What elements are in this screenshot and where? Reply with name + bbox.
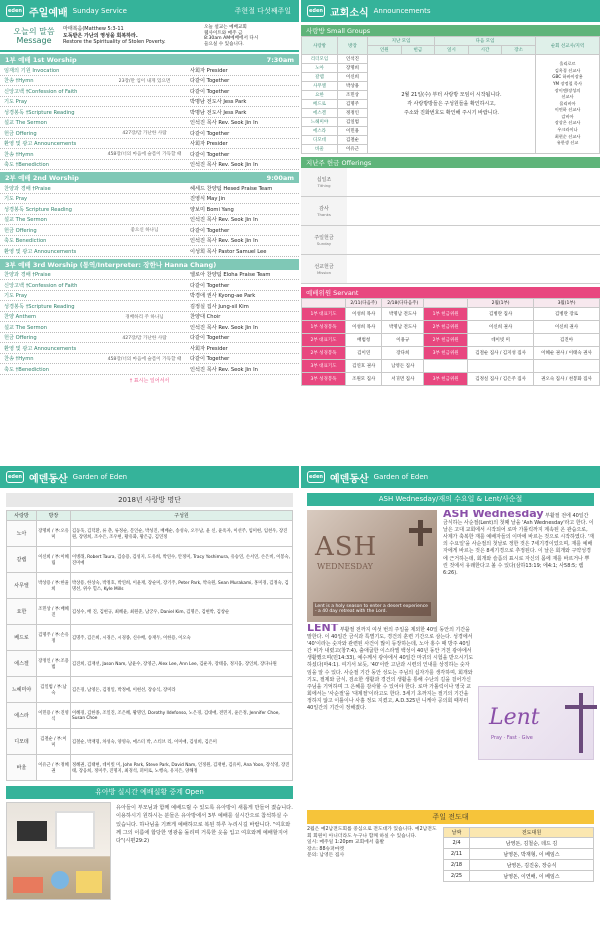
order-right: 인석진 목사 Rev. Seok Jin In <box>190 324 258 331</box>
duty-caption: 주일 전도대 <box>307 810 594 824</box>
roster-row: 느헤미야 김일범 / 부:남 숙 김은경, 남영돈, 김정일, 박정애, 이현선, 장승식, 장미라 <box>7 677 293 703</box>
eden-logo: eden <box>6 5 24 17</box>
duty-bullet: 문의: 남영돈 집사 <box>307 853 345 859</box>
order-right: 진영식 May Jin <box>190 196 226 203</box>
order-right: 다같이 Together <box>190 335 230 342</box>
order-item: 찬송 †Hymn <box>4 151 34 158</box>
offerings-bar: 지난주 헌금 Offerings <box>301 157 600 168</box>
servant-row: 3부 대표기도 김연호 권사 남영돈 집사 <box>302 360 600 373</box>
small-groups-table: 사랑방 방장 지난 모임 다음 모임 순회 선교사/지역 인원 헌금 일시 시간 장소 리더모임 인석진 2월 21일(수) 부터 사랑방 모임이 시작됩니다. 각 사랑방방들은 구성원들을 확인하시고, 주소와 진화번호도 확인해 주시기 바랍니다. 올리로르 김옥경 선교사 GBC 하바이장용 YM 장정철 목사 장이엔/장성의 선교사 몰리비아 이연하 선교사 감비아 장상은 선교사 우크라이나 최현순 선교사 유한생 선교 노아 장명희 갈렙 이신희 사무엘 박상용 요한 조민상 베드로 김명주 에스겔 정정인 느헤미야 김일범 에스라 이민용 디모데 김철순 바울 이유근 <box>301 36 600 154</box>
order-row <box>0 312 299 323</box>
order-right: 인석진 목사 Rev. Seok Jin In <box>190 217 258 224</box>
order-item: 성경봉독 †Scripture Reading <box>4 303 75 310</box>
standing-note: † 표시는 일어서서 <box>129 377 170 384</box>
eden-logo: eden <box>307 5 325 17</box>
servant-row: 1부 성경봉독 이성희 목사 박명남 전도사 2부 헌금위원 이신희 권사 이신희 권사 <box>302 321 600 334</box>
order-item: 찬양 Anthem <box>4 314 37 321</box>
order-row <box>0 97 299 108</box>
eden2-title: 예덴동산 <box>330 473 369 485</box>
order-right: 다같이 Together <box>190 282 230 289</box>
offerings-list <box>301 168 600 284</box>
duty-row: 2/25 남영돈, 이연배, 이 베임스 <box>444 871 594 882</box>
duty-row: 2/11 남영돈, 박재형, 이 베임스 <box>444 849 594 860</box>
order-right: 박명남 전도사 Jess Park <box>190 109 247 116</box>
order-right: 다같이 Together <box>190 78 230 85</box>
group-leader: 인석진 <box>338 55 368 64</box>
order-right: 인석진 목사 Rev. Seok Jin In <box>190 366 258 373</box>
order-item: 헌금 Offering <box>4 335 37 342</box>
roster-table: 사랑방 방장 구성원 노아 장명희 / 부:오유미 김동욱, 김덕환, 류 춘, 류정순, 문인순, 박성진, 배배순, 송성숙, 오두남, 윤 신, 윤옥자, 이선주, 임미현, 임천우, 장진원, 장영희, 조수은, 조우현, 황유화, 황은금, 김연정 갈렙 이신희 / 부:이혜림 이병래, Robert Taura, 김승용, 김성지, 도유희, 박연수, 안정미, Tracy Yoshimura, 유승연, 손서연, 손은비, 이봉숙, 진미예 사무엘 박상용 / 부:한율희 박상용, 한상숙, 박정호, 박연희, 이윤재, 장순미, 장기주, Peter Park, 박숙원, Sean Murakami, 홍미경, 김정숙, 김명선, 위수 힐스, Kyle Mills 요한 조민상 / 부:배혜진 김성수, 배 진, 김현규, 최혜윤, 최원준, 남궁우, Daniel Kim, 김명은, 김현박, 김창순 베드로 김명주 / 부:손유정 김명주, 김은희, 시경은, 시경종, 신수배, 송재두, 이한용, 이오숙 에스겔 장정인 / 부:조용범 김진희, 김재선, Jason Nam, 남윤수, 장영근, Alex Lee, Ann Lee, 김운자, 장태웅, 정지웅, 장인희, 장다나원 느헤미야 김일범 / 부:남 숙 김은경, 남영돈, 김정일, 박정애, 이현선, 장승식, 장미라 에스라 이민용 / 부:진영식 이혜경, 김한종, 조일진, 조은혜, 황명인, Dorothy Ildefonso, 노은경, 김대애, 전민지, 윤은정, Jennifer Choe, Susan Choe 디모데 김철순 / 부:이 미 김철순, 박재형, 차성숙, 양영숙, 애스터 박, 스티브 리, 이미애, 김성희, 김은미 바울 이유근 / 부:정혜권 정혜권, 김태현, 데이빗 미, John Park, Steve Park, David Nam, 인정원, 김재현, 김유미, Ana Yoon, 장석영, 장진태, 장응희, 정미주, 진명지, 최경석, 퍼미로, 노행숙, 유지은, 양해정 <box>6 510 293 781</box>
order-mid: 23장/만 입이 내게 있으면 <box>118 78 171 84</box>
service-subtitle: Sunday Service <box>72 7 127 15</box>
order-right: 다같이 Together <box>190 356 230 363</box>
small-groups-bar: 사랑방 Small Groups <box>301 25 600 36</box>
group-name: 에스라 <box>302 127 338 136</box>
order-right: 이성희 목사 Pastor Samuel Lee <box>190 248 267 255</box>
servant-bar: 예배위원 Servant <box>301 287 600 298</box>
order-row <box>0 246 299 257</box>
service-title: 주일예배 <box>29 7 68 19</box>
roster-row: 요한 조민상 / 부:배혜진 김성수, 배 진, 김현규, 최혜윤, 최원준, 남궁우, Daniel Kim, 김명은, 김현박, 김창순 <box>7 599 293 625</box>
ash-text: ASH Wednesday 부활절 전에 40일간 금식하는 사순절(Lent)의 첫째 날을 'Ash Wednesday'라고 한다. 이 날은 고대 교회에서 시작되어 로마 가톨릭까지 계속된 온 관습으로, 사제가 축복한 재를 예배자들의 이마에 바르는 것으로 시작하였다. '재의 수요일'을 사순절의 첫날로 정한 것은 7세기경이었으며, 재를 예배자에게 바르는 것은 8세기경으로 추정된다. 이 날은 회개와 구약성경에 근거하는데, 회개와 슬픔의 표시로 자신의 몸에 재를 바르거나 뿌린 것에서 유래한다고 볼 수 있다(삼하13:19; 에4:1; 사58:5; 렘6:26). <box>443 510 594 622</box>
video-caption: 유아방 실시간 예배실황 중계 Open <box>6 786 293 799</box>
order-item: 설교 The Sermon <box>4 120 48 127</box>
order-row <box>0 280 299 291</box>
offering-row: 십일조 Tithing <box>301 168 600 197</box>
third-worship-order <box>0 270 299 375</box>
order-right: 다같이 Together <box>190 151 230 158</box>
duty-table: 날짜 전도대원 2/4 남영돈, 김철순, 데드 김 2/11 남영돈, 박재형, 이 베임스 2/18 남영돈, 김진웅, 장승식 2/25 남영돈, 이연배, 이 베임스 <box>443 827 594 882</box>
eden2-header <box>301 466 600 488</box>
announcements-subtitle: Announcements <box>373 7 431 15</box>
group-leader: 장명희 <box>338 64 368 73</box>
order-item: 기도 Pray <box>4 293 28 300</box>
group-leader: 이민용 <box>338 127 368 136</box>
order-item: 헌금 Offering <box>4 227 37 234</box>
servant-row: 2부 대표기도 배범청 이용규 2부 헌금위원 데이빗 미 김진아 <box>302 334 600 347</box>
order-right: 박경애 권사 Kyong-ae Park <box>190 293 256 300</box>
order-right: 김정실 집사 Jung-sil Kim <box>190 303 249 310</box>
announcements-header <box>301 0 600 22</box>
duty-row: 2/4 남영돈, 김철순, 데드 김 <box>444 838 594 849</box>
eden1-subtitle: Garden of Eden <box>72 473 128 481</box>
sunday-service-panel <box>0 0 299 464</box>
order-right: 인석진 목사 Rev. Seok Jin In <box>190 162 258 169</box>
todays-word <box>0 22 299 52</box>
group-leader: 정정인 <box>338 109 368 118</box>
order-item: 설교 The Sermon <box>4 324 48 331</box>
order-item: 신앙고백 †Confession of Faith <box>4 88 78 95</box>
group-leader: 조민상 <box>338 91 368 100</box>
roster-row: 사무엘 박상용 / 부:한율희 박상용, 한상숙, 박정호, 박연희, 이윤재, 장순미, 장기주, Peter Park, 박숙원, Sean Murakami, 홍미경, 김정숙, 김명선, 위수 힐스, Kyle Mills <box>7 573 293 599</box>
group-name: 디모데 <box>302 136 338 145</box>
order-row <box>0 118 299 129</box>
group-leader: 김명주 <box>338 100 368 109</box>
group-leader: 이유근 <box>338 145 368 154</box>
first-worship-bar: 1부 예배 1st Worship 7:30am <box>0 54 299 65</box>
group-name: 갈렙 <box>302 73 338 82</box>
word-label: 오늘의 말씀 Message <box>13 27 55 46</box>
order-mid: 427장/맘 가난한 사람 <box>122 335 167 341</box>
eden2-subtitle: Garden of Eden <box>373 473 429 481</box>
order-right: 엘로아 찬양팀 Eloha Praise Team <box>190 272 271 279</box>
order-row <box>0 225 299 236</box>
second-worship-order <box>0 183 299 257</box>
duty-bullet: 장소: 88슈퍼마켓 <box>307 846 345 852</box>
garden-of-eden-roster-panel <box>0 466 299 927</box>
order-item: 기도 Pray <box>4 99 28 106</box>
roster-row: 갈렙 이신희 / 부:이혜림 이병래, Robert Taura, 김승용, 김성지, 도유희, 박연수, 안정미, Tracy Yoshimura, 유승연, 손서연, 손은비, 이봉숙, 진미예 <box>7 547 293 573</box>
order-row <box>0 270 299 281</box>
lent-image: Lent Pray · Fast · Give <box>478 686 594 760</box>
group-name: 사무엘 <box>302 82 338 91</box>
order-row <box>0 301 299 312</box>
order-row <box>0 215 299 226</box>
eden1-header <box>0 466 299 488</box>
service-week: 주현절 다섯째주일 <box>234 7 291 15</box>
order-row <box>0 354 299 365</box>
duty-info: 2월은 예2남전도회를 중심으로 전도대가 있습니다. 예2남전도회 회원이 아니더라도 누구나 함께 하실 수 있습니다. 일시: 매주일 1:20pm 교회에서 출발 장소: 88슈퍼마켓 문의: 남영돈 집사 <box>307 827 439 882</box>
offering-row: 선교헌금 Mission <box>301 255 600 284</box>
small-group-note: 2월 21일(수) 부터 사랑방 모임이 시작됩니다. 각 사랑방방들은 구성원들을 확인하시고, 주소와 진화번호도 확인해 주시기 바랍니다. <box>368 55 536 154</box>
order-right: 인석진 목사 Rev. Seok Jin In <box>190 120 258 127</box>
order-right: 인석진 목사 Rev. Seok Jin In <box>190 238 258 245</box>
order-row <box>0 65 299 76</box>
order-item: 환영 및 광고 Announcements <box>4 345 77 352</box>
service-header <box>0 0 299 22</box>
order-item: 설교 The Sermon <box>4 217 48 224</box>
announcements-title: 교회소식 <box>330 7 369 19</box>
order-item: 헌금 Offering <box>4 130 37 137</box>
first-worship-order <box>0 65 299 170</box>
eden1-title: 예덴동산 <box>29 473 68 485</box>
order-right: 다같이 Together <box>190 88 230 95</box>
group-leader: 김철순 <box>338 136 368 145</box>
order-mid: 좋으신 하나님 <box>130 228 159 234</box>
order-row <box>0 160 299 171</box>
order-row <box>0 236 299 247</box>
order-right: 헤세드 찬양팀 Hesed Praise Team <box>190 185 273 192</box>
order-row <box>0 204 299 215</box>
roster-row: 바울 이유근 / 부:정혜권 정혜권, 김태현, 데이빗 미, John Park, Steve Park, David Nam, 인정원, 김재현, 김유미, Ana Yoon, 장석영, 장진태, 장응희, 정미주, 진명지, 최경석, 퍼미로, 노행숙, 유지은, 양해정 <box>7 755 293 781</box>
order-right: 사회자 Presider <box>190 345 228 352</box>
order-item: 기도 Pray <box>4 196 28 203</box>
order-row <box>0 322 299 333</box>
servant-row: 2부 성경봉독 김이연 장다희 3부 헌금위원 김철순 집사 / 김지성 집사 이혜순 권사 / 이태숙 권사 <box>302 347 600 360</box>
group-name: 느헤미야 <box>302 118 338 127</box>
order-item: 환영 및 광고 Announcements <box>4 248 77 255</box>
order-mid: 458장/너의 마음에 슬픔이 가득할 때 <box>107 152 182 158</box>
lent-text: LENT 부활절 전까지 여섯 번의 주일을 제외한 40일 동안의 기간을 말한다. 이 40일간 금식과 특별기도, 경건의 훈련 기간으로 삼는다. 성경에서 '40'이라는 숫자와 관련된 사건이 많이 등장하는데, 노아 홍수 때 방주 40일간 비가 내렸고(창7:4), 출애굽한 이스라엘 백성이 40년 동안 거친 광야에서 생활했으며(민14:33), 예수께서 광야에서 40일간 마귀의 시험을 받으시기도 하셨다(마4:1). 여기서 보듯, '40'이란 고난과 시련의 인내를 상징하는 숫자임을 알 수 있다. 사순절 기간 동안 성도는 주님의 십자가를 생각하며, 회개와 기도, 절제와 금식, 검소한 생활과 경건의 생활을 통해 수난의 길을 걸어가신 주님을 기억하며 그 은혜를 감사할 수 있어야 한다. 로마 가톨릭이나 영국 교회에서는 '사순절'을 '대제절'이라고도 한다. 3세기 초까지는 절기의 기간을 정하지 않고 이틀이나 사흘 정도 지켰고, A.D.325년 니케아 공의회 때부터 40일간의 기간이 정해졌다. <box>307 624 474 804</box>
order-row <box>0 291 299 302</box>
group-name: 요한 <box>302 91 338 100</box>
roster-row: 디모데 김철순 / 부:이 미 김철순, 박재형, 차성숙, 양영숙, 애스터 박, 스티브 리, 이미애, 김성희, 김은미 <box>7 729 293 755</box>
order-item: 찬양과 경배 †Praise <box>4 185 51 192</box>
third-worship-bar: 3부 예배 3rd Worship (통역/Interpreter: 장한나 Hanna Chang) <box>0 259 299 270</box>
order-item: 신앙고백 †Confession of Faith <box>4 282 78 289</box>
order-right: 사회자 Presider <box>190 141 228 148</box>
eden-logo: eden <box>6 471 24 483</box>
duty-bullets <box>307 840 439 860</box>
duty-row: 2/18 남영돈, 김진웅, 장승식 <box>444 860 594 871</box>
order-right: 다같이 Together <box>190 227 230 234</box>
roster-row: 에스겔 장정인 / 부:조용범 김진희, 김재선, Jason Nam, 남윤수, 장영근, Alex Lee, Ann Lee, 김운자, 장태웅, 정지웅, 장인희, 장다나원 <box>7 651 293 677</box>
order-row <box>0 183 299 194</box>
order-row <box>0 76 299 87</box>
order-item: 찬양과 경배 †Praise <box>4 272 51 279</box>
roster-caption: 2018년 사랑방 명단 <box>6 493 293 507</box>
lent-heading: LENT <box>307 624 339 634</box>
video-text: 유아들이 부모님과 함께 예배드릴 수 있도록 유아방이 새롭게 만들어 졌습니다. 이용하시기 원하시는 분들은 유아방에서 3부 예배를 실시간으로 참석하실 수 있습니다. 하나님을 기쁘게 예배하므로 복된 하루 누리시길 바랍니다. "여호와께 그의 이름에 합당한 영광을 돌리며 거룩한 옷을 입고 여호와께 예배할지어다"(시편29:2) <box>116 805 293 845</box>
ash-wednesday-image: ASH WEDNESDAY Lent is a holy season to enter a desert experience - a 40 day retreat with the Lord. <box>307 510 437 622</box>
group-name: 리더모임 <box>302 55 338 64</box>
small-group-row <box>302 55 600 64</box>
second-worship-bar: 2부 예배 2nd Worship 9:00am <box>0 172 299 183</box>
offering-row: 주일헌금 Sunday <box>301 226 600 255</box>
order-row <box>0 139 299 150</box>
order-row <box>0 107 299 118</box>
order-row <box>0 333 299 344</box>
order-item: 성경봉독 †Scripture Reading <box>4 109 75 116</box>
order-row <box>0 194 299 205</box>
group-leader: 박상용 <box>338 82 368 91</box>
group-name: 노아 <box>302 64 338 73</box>
order-right: 다같이 Together <box>190 130 230 137</box>
order-mid: 427장/맘 가난한 사람 <box>122 131 167 137</box>
order-item: 찬송 †Hymn <box>4 356 34 363</box>
order-item: 임재의 기원 Invocation <box>4 67 60 74</box>
order-mid: 458장/너의 마음에 슬픔이 가득할 때 <box>107 356 182 362</box>
missionary-list: 올리로르 김옥경 선교사 GBC 하바이장용 YM 장정철 목사 장이엔/장성의 선교사 몰리비아 이연하 선교사 감비아 장상은 선교사 우크라이나 최현순 선교사 유한생 선교 <box>536 55 600 154</box>
order-right: 박명남 전도사 Jess Park <box>190 99 247 106</box>
order-right: 사회자 Presider <box>190 67 228 74</box>
order-row <box>0 128 299 139</box>
group-name: 에스겔 <box>302 109 338 118</box>
offering-row: 감사 Thanks <box>301 197 600 226</box>
group-name: 베드로 <box>302 100 338 109</box>
order-row <box>0 364 299 375</box>
roster-row: 에스라 이민용 / 부:진영식 이혜경, 김한종, 조일진, 조은혜, 황명인, Dorothy Ildefonso, 노은경, 김대애, 전민지, 윤은정, Jennifer Choe, Susan Choe <box>7 703 293 729</box>
ash-heading: ASH Wednesday <box>443 510 544 520</box>
order-mid: 경배하리 주 하나님 <box>125 314 164 320</box>
order-item: 축도 †Benediction <box>4 366 50 373</box>
order-row <box>0 343 299 354</box>
word-side-note: 오늘 설교는 예배교회 웹사이트와 매주 금 8:30am AM예배에서 다시 들으실 수 있습니다. <box>204 25 259 47</box>
order-row <box>0 86 299 97</box>
order-item: 찬송 †Hymn <box>4 78 34 85</box>
duty-bullet: 일시: 매주일 1:20pm 교회에서 출발 <box>307 840 385 846</box>
group-leader: 이신희 <box>338 73 368 82</box>
order-right: 양보미 Bomi Yang <box>190 206 234 213</box>
garden-of-eden-lent-panel <box>301 466 600 927</box>
order-item: 축도 Benediction <box>4 238 47 245</box>
order-right: 찬양대 Choir <box>190 314 221 321</box>
word-text: 마태복음(Matthew 5:3-11 도독받은 가난의 영성을 회복하라. Restore the Spirituality of Stolen Poverty. <box>63 26 166 46</box>
order-row <box>0 149 299 160</box>
servant-table: 2/11(다음주) 2/18(다다음주) 2월(1부) 3월(1부) 1부 대표기도 이성희 목사 박명남 전도사 1부 헌금위원 김병란 집사 김병란 장로 1부 성경봉독 이성희 목사 박명남 전도사 2부 헌금위원 이신희 권사 이신희 권사 2부 대표기도 배범청 이용규 2부 헌금위원 데이빗 미 김진아 2부 성경봉독 김이연 장다희 3부 헌금위원 김철순 집사 / 김지성 집사 이혜순 권사 / 이태숙 권사 3부 대표기도 김연호 권사 남영돈 집사 3부 성경봉독 조원모 집사 서귀면 집사 3부 헌금위원 김정실 집사 / 김은주 집사 권오숙 집사 / 천봉화 집사 <box>301 298 600 386</box>
eden-logo: eden <box>307 471 325 483</box>
group-leader: 김일범 <box>338 118 368 127</box>
nursery-room-image <box>6 802 111 900</box>
servant-row: 1부 대표기도 이성희 목사 박명남 전도사 1부 헌금위원 김병란 집사 김병란 장로 <box>302 308 600 321</box>
order-item: 환영 및 광고 Announcements <box>4 141 77 148</box>
roster-row: 베드로 김명주 / 부:손유정 김명주, 김은희, 시경은, 시경종, 신수배, 송재두, 이한용, 이오숙 <box>7 625 293 651</box>
ash-caption: ASH Wednesday/재의 수요일 & Lent/사순절 <box>307 493 594 506</box>
servant-row: 3부 성경봉독 조원모 집사 서귀면 집사 3부 헌금위원 김정실 집사 / 김은주 집사 권오숙 집사 / 천봉화 집사 <box>302 373 600 386</box>
order-item: 축도 †Benediction <box>4 162 50 169</box>
roster-row: 노아 장명희 / 부:오유미 김동욱, 김덕환, 류 춘, 류정순, 문인순, 박성진, 배배순, 송성숙, 오두남, 윤 신, 윤옥자, 이선주, 임미현, 임천우, 장진원, 장영희, 조수은, 조우현, 황유화, 황은금, 김연정 <box>7 521 293 547</box>
announcements-panel <box>301 0 600 464</box>
group-name: 바울 <box>302 145 338 154</box>
order-item: 성경봉독 Scripture Reading <box>4 206 72 213</box>
